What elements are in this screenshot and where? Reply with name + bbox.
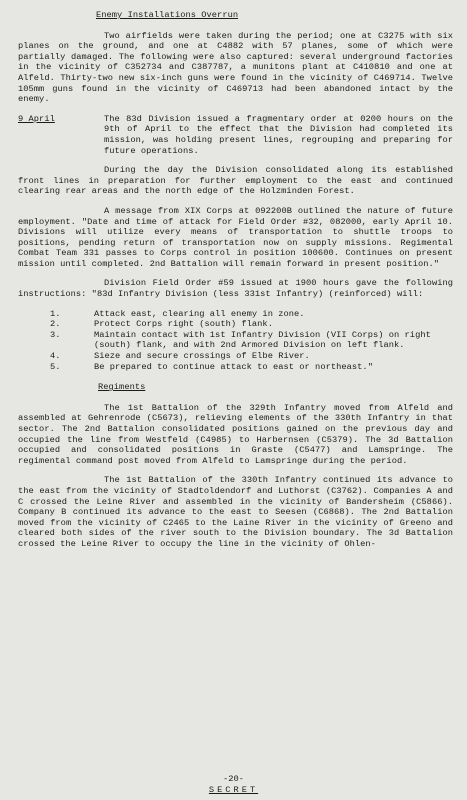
list-item-text: Protect Corps right (south) flank.: [94, 319, 273, 330]
page-number: -20-: [222, 774, 245, 784]
paragraph-consolidation: During the day the Division consolidated along its established front lines in preparation for further employment to the east and continued clearing rear areas and the north edge of the Holzminden Forest.: [18, 165, 453, 197]
dated-entry: [18, 114, 453, 156]
list-item: [46, 330, 453, 351]
list-item: [46, 319, 453, 330]
list-item: [46, 351, 453, 362]
instructions-list: [18, 309, 453, 373]
date-label: 9 April: [18, 113, 55, 124]
page-footer: [0, 774, 467, 796]
paragraph-330th-infantry: The 1st Battalion of the 330th Infantry continued its advance to the east from the vicinity of Stadtoldendorf and Luthorst (C3762). Companies A and C crossed the Leine River and assembled in the vicinity of Bandersheim (C5866). Company B continued its advance to the east to Seesen (C6868). The 2nd Battalion moved from the vicinity of C2465 to the Laine River in the vicinity of Greeno and cleared both sides of the river south to the Division boundary. The 3d Battalion crossed the Leine River to occupy the line in the vicinity of Ohlen-: [18, 475, 453, 549]
list-item-number: 2.: [50, 319, 61, 330]
list-item-number: 4.: [50, 351, 61, 362]
classification-marking: SECRET: [208, 785, 259, 795]
list-item-text: Attack east, clearing all enemy in zone.: [94, 308, 305, 319]
section-heading-enemy-installations: Enemy Installations Overrun: [96, 10, 239, 20]
list-item-number: 3.: [50, 329, 61, 340]
list-item-text: Be prepared to continue attack to east or northeast.": [94, 361, 373, 372]
paragraph-enemy-installations: Two airfields were taken during the period; one at C3275 with six planes on the ground, and one at C4882 with 57 planes, some of which were partially damaged. The following were also captured: several underground factories in the vicinity of C352734 and C387787, a munitons plant at C410810 and one at Alfeld. Thirty-two new six-inch guns were found in the vicinity of C469714. Twelve 105mm guns found in the vicinity of C469713 had been abandoned intact by the enemy.: [18, 30, 453, 105]
list-item: [46, 362, 453, 373]
paragraph-field-order: Division Field Order #59 issued at 1900 hours gave the following instructions: "83d Infantry Division (less 331st Infantry) (reinforced) will:: [18, 278, 453, 300]
list-item-number: 5.: [50, 361, 61, 372]
paragraph-corps-message: A message from XIX Corps at 092200B outlined the nature of future employment. "Date and time of attack for Field Order #32, 082000, early April 10. Divisions will utilize every means of transportation to shuttle troops to positions, pending return of transportation now on supply missions. Regimental Combat Team 331 passes to Corps control in position 100600. Continues on present mission until completed. 2nd Battalion will remain forward in present position.": [18, 205, 453, 269]
list-item-number: 1.: [50, 308, 61, 319]
paragraph-329th-infantry: The 1st Battalion of the 329th Infantry moved from Alfeld and assembled at Gehrenrode (C5673), relieving elements of the 330th Infantry in that sector. The 2nd Battalion consolidated positions gained on the previous day and occupied the line from Westfeld (C4985) to Harbernsen (C5379). The 3d Battalion occupied and consolidated positions in Graste (C5477) and Lamspringe. The regimental command post moved from Alfeld to Lamspringe during the period.: [18, 402, 453, 466]
list-item-text: Sieze and secure crossings of Elbe River.: [94, 351, 310, 362]
section-heading-regiments: Regiments: [98, 382, 146, 393]
list-item: [46, 309, 453, 320]
list-item-text: Maintain contact with 1st Infantry Division (VII Corps) on right (south) flank, and with 2nd Armored Division on left flank.: [94, 329, 431, 351]
dated-entry-text: The 83d Division issued a fragmentary order at 0200 hours on the 9th of April to the effect that the Division had completed its mission, was holding present lines, regrouping and preparing for future operations.: [104, 113, 453, 156]
